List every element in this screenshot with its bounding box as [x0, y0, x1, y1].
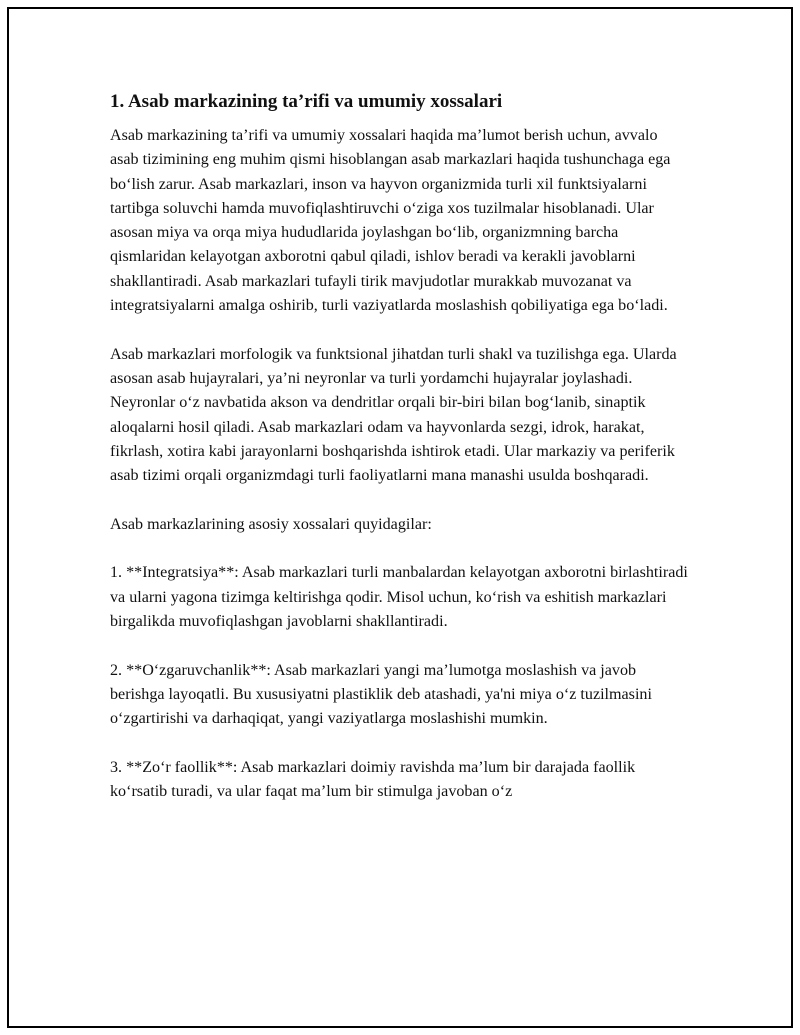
document-content	[110, 90, 690, 804]
list-item-activity: 3. **Zo‘r faollik**: Asab markazlari doimiy ravishda ma’lum bir darajada faollik ko‘rsatib turadi, va ular faqat ma’lum bir stimulga javoban o‘z	[110, 758, 636, 801]
section-heading: 1. Asab markazining ta’rifi va umumiy xossalari	[110, 91, 503, 112]
list-item-integration: 1. **Integratsiya**: Asab markazlari turli manbalardan kelayotgan axborotni birlashtiradi va ularni yagona tizimga keltirishga qodir. Misol uchun, ko‘rish va eshitish markazlari birgalikda muvofiqlashgan javoblarni shakllantiradi.	[110, 564, 688, 630]
paragraph-properties-intro: Asab markazlarining asosiy xossalari quyidagilar:	[110, 515, 432, 533]
list-item-plasticity: 2. **O‘zgaruvchanlik**: Asab markazlari yangi ma’lumotga moslashish va javob berishga layoqatli. Bu xususiyatni plastiklik deb atashadi, ya'ni miya o‘z tuzilmasini o‘zgartirishi va darhaqiqat, yangi vaziyatlarga moslashishi mumkin.	[110, 661, 652, 728]
paragraph-morphology: Asab markazlari morfologik va funktsional jihatdan turli shakl va tuzilishga ega. Ularda asosan asab hujayralari, ya’ni neyronlar va turli yordamchi hujayralar joylashadi. Neyronlar o‘z navbatida akson va dendritlar orqali bir-biri bilan bog‘lanib, sinaptik aloqalarni hosil qiladi. Asab markazlari odam va hayvonlarda sezgi, idrok, harakat, fikrlash, xotira kabi jarayonlarni boshqarishda ishtirok etadi. Ular markaziy va periferik asab tizimi orqali organizmdagi turli faoliyatlarni mana manashi usulda boshqaradi.	[110, 345, 677, 485]
paragraph-definition: Asab markazining ta’rifi va umumiy xossalari haqida ma’lumot berish uchun, avvalo asab tizimining eng muhim qismi hisoblangan asab markazlari haqida tushunchaga ega bo‘lish zarur. Asab markazlari, inson va hayvon organizmida turli xil funktsiyalarni tartibga soluvchi hamda muvofiqlashtiruvchi o‘ziga xos tuzilmalar hisoblanadi. Ular asosan miya va orqa miya hududlarida joylashgan bo‘lib, organizmning barcha qismlaridan kelayotgan axborotni qabul qiladi, ishlov beradi va kerakli javoblarni shakllantiradi. Asab markazlari tufayli tirik mavjudotlar murakkab muvozanat va integratsiyalarni amalga oshirib, turli vaziyatlarda moslashish qobiliyatiga ega bo‘ladi.	[110, 127, 671, 315]
